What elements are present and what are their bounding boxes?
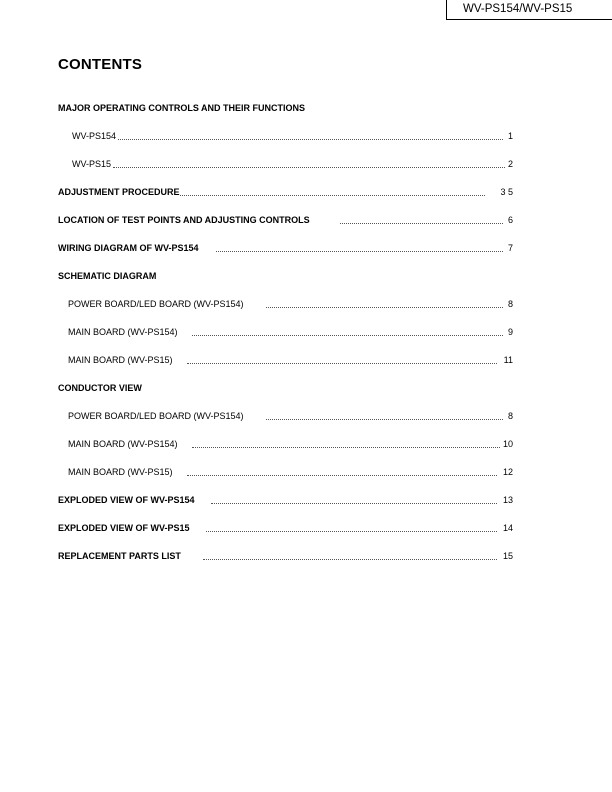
toc-entry-schematic-diagram[interactable] [0,270,612,283]
toc-entry-schematic-power-led[interactable] [0,298,612,311]
toc-entry-label: POWER BOARD/LED BOARD (WV-PS154) [68,411,244,421]
dot-leader [206,531,497,532]
toc-entry-label: WV-PS154 [72,131,117,141]
toc-entry-page: 9 [507,327,513,337]
toc-entry-label: ADJUSTMENT PROCEDURE [58,187,180,197]
toc-entry-conductor-main-ps154[interactable] [0,438,612,451]
toc-entry-label: MAIN BOARD (WV-PS15) [68,355,173,365]
toc-entry-wv-ps154[interactable] [0,130,612,143]
dot-leader [266,307,503,308]
dot-leader [266,419,503,420]
dot-leader [180,195,485,196]
toc-entry-label: EXPLODED VIEW OF WV-PS154 [58,495,195,505]
toc-entry-label: WV-PS15 [72,159,112,169]
toc-entry-page: 6 [507,215,513,225]
toc-entry-replacement-parts[interactable] [0,550,612,563]
toc-entry-page: 8 [507,299,513,309]
dot-leader [118,139,503,140]
toc-entry-test-points[interactable] [0,214,612,227]
toc-entry-label: MAIN BOARD (WV-PS154) [68,327,178,337]
toc-entry-wiring-diagram[interactable] [0,242,612,255]
toc-entry-page: 13 [502,495,513,505]
dot-leader [211,503,497,504]
toc-entry-page: 7 [507,243,513,253]
toc-entry-page: 12 [502,467,513,477]
toc-entry-page: 10 [502,439,513,449]
toc-entry-adjustment-procedure[interactable] [0,186,612,199]
dot-leader [340,223,503,224]
toc-entry-page: 2 [507,159,513,169]
toc-entry-major-controls[interactable] [0,102,612,115]
dot-leader [216,251,503,252]
toc-entry-label: MAIN BOARD (WV-PS15) [68,467,173,477]
dot-leader [203,559,497,560]
toc-entry-page: 1 [507,131,513,141]
toc-entry-label: REPLACEMENT PARTS LIST [58,551,181,561]
toc-entry-label: MAJOR OPERATING CONTROLS AND THEIR FUNCTIONS [58,103,305,113]
toc-entry-page: 14 [502,523,513,533]
toc-entry-label: MAIN BOARD (WV-PS154) [68,439,178,449]
dot-leader [187,363,497,364]
toc-entry-label: POWER BOARD/LED BOARD (WV-PS154) [68,299,244,309]
toc-entry-conductor-power-led[interactable] [0,410,612,423]
dot-leader [113,167,505,168]
dot-leader [192,335,503,336]
toc-entry-page: 3 5 [500,187,513,197]
dot-leader [187,475,497,476]
toc-entry-exploded-ps154[interactable] [0,494,612,507]
toc-entry-conductor-view[interactable] [0,382,612,395]
toc-entry-label: WIRING DIAGRAM OF WV-PS154 [58,243,199,253]
toc-entry-schematic-main-ps154[interactable] [0,326,612,339]
toc-entry-exploded-ps15[interactable] [0,522,612,535]
toc-entry-wv-ps15[interactable] [0,158,612,171]
toc-entry-label: SCHEMATIC DIAGRAM [58,271,157,281]
toc-entry-label: EXPLODED VIEW OF WV-PS15 [58,523,190,533]
toc-entry-schematic-main-ps15[interactable] [0,354,612,367]
toc-entry-label: CONDUCTOR VIEW [58,383,142,393]
toc-entry-label: LOCATION OF TEST POINTS AND ADJUSTING CONTROLS [58,215,310,225]
toc-entry-page: 11 [503,355,513,365]
page-title: CONTENTS [58,56,143,73]
dot-leader [192,447,500,448]
toc-entry-conductor-main-ps15[interactable] [0,466,612,479]
toc-entry-page: 15 [502,551,513,561]
model-number-box: WV-PS154/WV-PS15 [446,0,612,20]
toc-entry-page: 8 [507,411,513,421]
